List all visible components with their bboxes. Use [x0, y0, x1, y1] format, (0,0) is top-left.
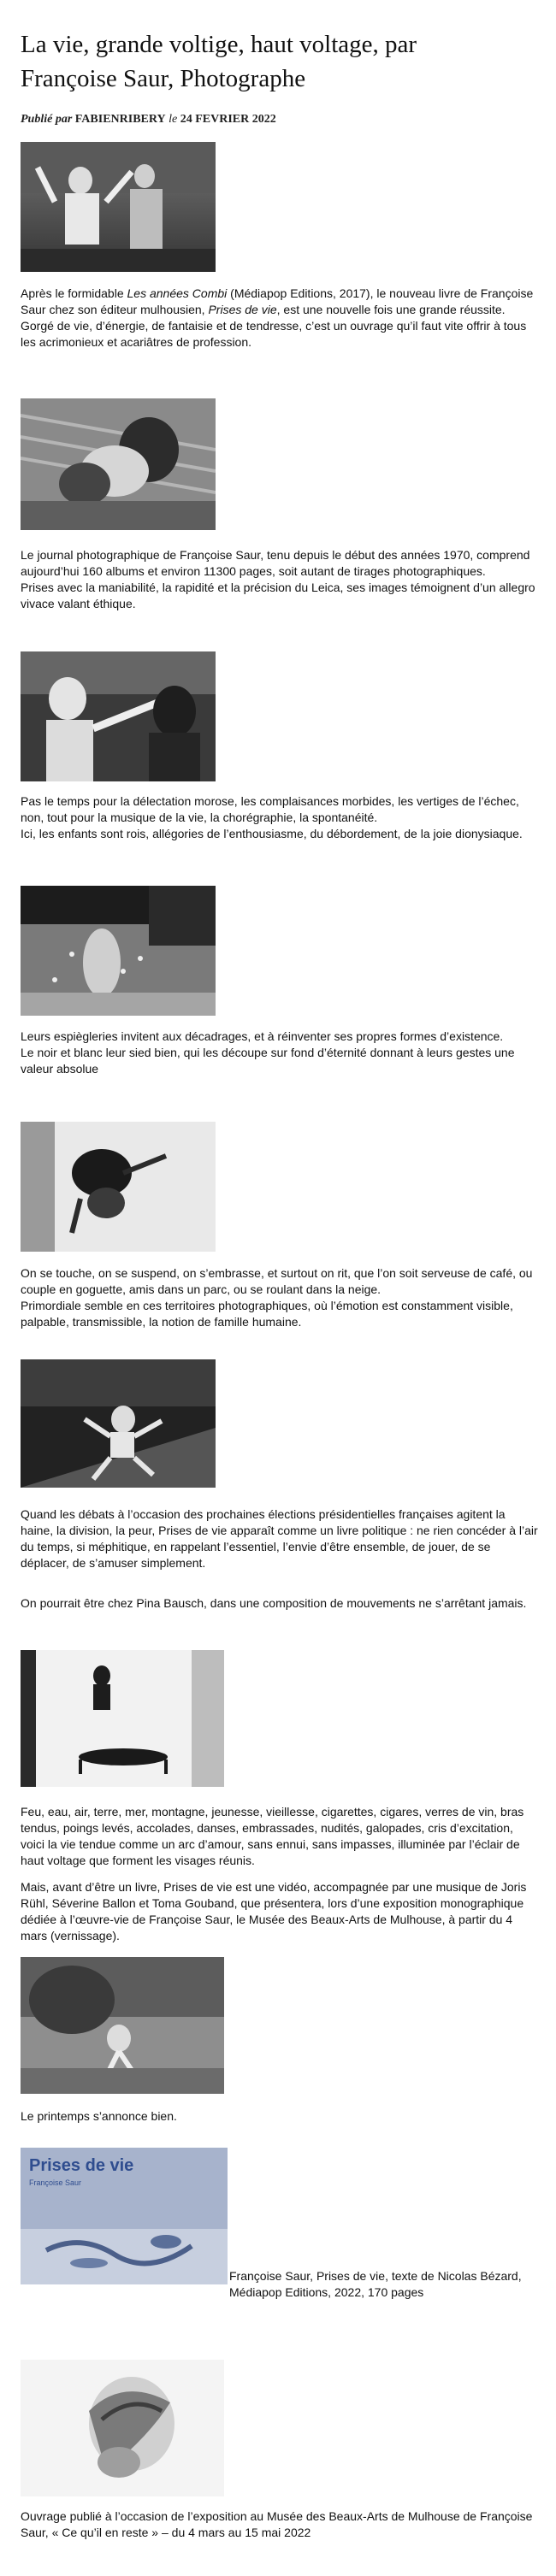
byline-le: le — [169, 113, 178, 126]
book-caption: Françoise Saur, Prises de vie, texte de Nicolas Bézard, Médiapop Editions, 2022, 170 pages — [229, 2269, 522, 2299]
paragraph-9: Le printemps s’annonce bien. — [21, 2109, 177, 2123]
byline-published-label: Publié par — [21, 113, 73, 126]
article-header — [21, 0, 539, 127]
paragraph-5: On se touche, on se suspend, on s’embrasse, et surtout on rit, que l’on soit serveuse de café, ou couple en goguette, amis dans un parc, ou se roulant dans la neige. Primordiale semble en ces territoires photographiques, où l’émotion est constamment visible, palpable, transmissible, la notion de famille humaine. — [21, 1266, 533, 1329]
photo-7 — [21, 1650, 224, 1787]
photo-6 — [21, 1359, 216, 1488]
paragraph-8: Mais, avant d’être un livre, Prises de vie est une vidéo, accompagnée par une musique de Joris Rühl, Séverine Ballon et Toma Gouband, que présentera, lors d’une exposition monographique dédiée à l’œuvre-vie de Françoise Saur, le Musée des Beaux-Arts de Mulhouse, à partir du 4 mars (vernissage). — [21, 1880, 527, 1942]
book-cover-author: Françoise Saur — [29, 2178, 82, 2187]
paragraph-10: Ouvrage publié à l’occasion de l’exposition au Musée des Beaux-Arts de Mulhouse de Françoise Saur, « Ce qu’il en reste » – du 4 mars au 15 mai 2022 — [21, 2509, 533, 2539]
byline-date: 24 FEVRIER 2022 — [180, 113, 276, 126]
paragraph-4: Leurs espiègleries invitent aux décadrages, et à réinventer ses propres formes d’existence. Le noir et blanc leur sied bien, qui les découpe sur fond d’éternité donnant à leurs gestes une valeur absolue — [21, 1029, 515, 1076]
photo-1 — [21, 142, 216, 272]
paragraph-1: Après le formidable Les années Combi (Médiapop Editions, 2017), le nouveau livre de Françoise Saur chez son éditeur mulhousien, Prises de vie, est une nouvelle fois une grande réussite. Gorgé de vie, d’énergie, de fantaisie et de tendresse, c’est un ouvrage qu’il faut vite offrir à tous les acrimonieux et acariâtres de profession. — [21, 286, 534, 349]
photo-2 — [21, 398, 216, 530]
photo-9 — [21, 2360, 224, 2496]
book-cover-title: Prises de vie — [29, 2156, 134, 2175]
paragraph-7: Feu, eau, air, terre, mer, montagne, jeunesse, vieillesse, cigarettes, cigares, verres de vin, bras tendus, poings levés, accolades, danses, embrassades, nudités, galopades, cris d’excitation, voici la vie tendue comme un arc d’amour, sans ennui, sans impasses, illuminée par l’éclair de haut voltage que forment les visages réunis. — [21, 1805, 524, 1867]
book-cover — [21, 2148, 228, 2284]
photo-5 — [21, 1122, 216, 1252]
paragraph-6: Quand les débats à l’occasion des prochaines élections présidentielles françaises agitent la haine, la division, la peur, Prises de vie apparaît comme un livre politique : ne rien concéder à l’air du temps, si méphitique, en rappelant l’essentiel, l’envie d’être ensemble, de jouer, de se déplacer, de s’amuser simplement. — [21, 1507, 538, 1570]
photo-4 — [21, 886, 216, 1016]
paragraph-2: Le journal photographique de Françoise Saur, tenu depuis le début des années 1970, comprend aujourd’hui 160 albums et environ 11300 pages, soit autant de tirages photographiques. Prises avec la maniabilité, la rapidité et la précision du Leica, ses images témoignent d’un allegro vivace valant éthique. — [21, 548, 535, 610]
article-title: La vie, grande voltige, haut voltage, par Françoise Saur, Photographe — [21, 31, 417, 92]
photo-3 — [21, 651, 216, 781]
paragraph-3: Pas le temps pour la délectation morose, les complaisances morbides, les vertiges de l’échec, non, tout pour la musique de la vie, la chorégraphie, la spontanéité. Ici, les enfants sont rois, allégories de l’enthousiasme, du débordement, de la joie dionysiaque. — [21, 794, 523, 840]
paragraph-6b: On pourrait être chez Pina Bausch, dans une composition de mouvements ne s’arrêtant jamais. — [21, 1596, 527, 1610]
byline — [21, 113, 539, 127]
photo-8 — [21, 1957, 224, 2094]
byline-author-link[interactable]: FABIENRIBERY — [74, 113, 166, 126]
